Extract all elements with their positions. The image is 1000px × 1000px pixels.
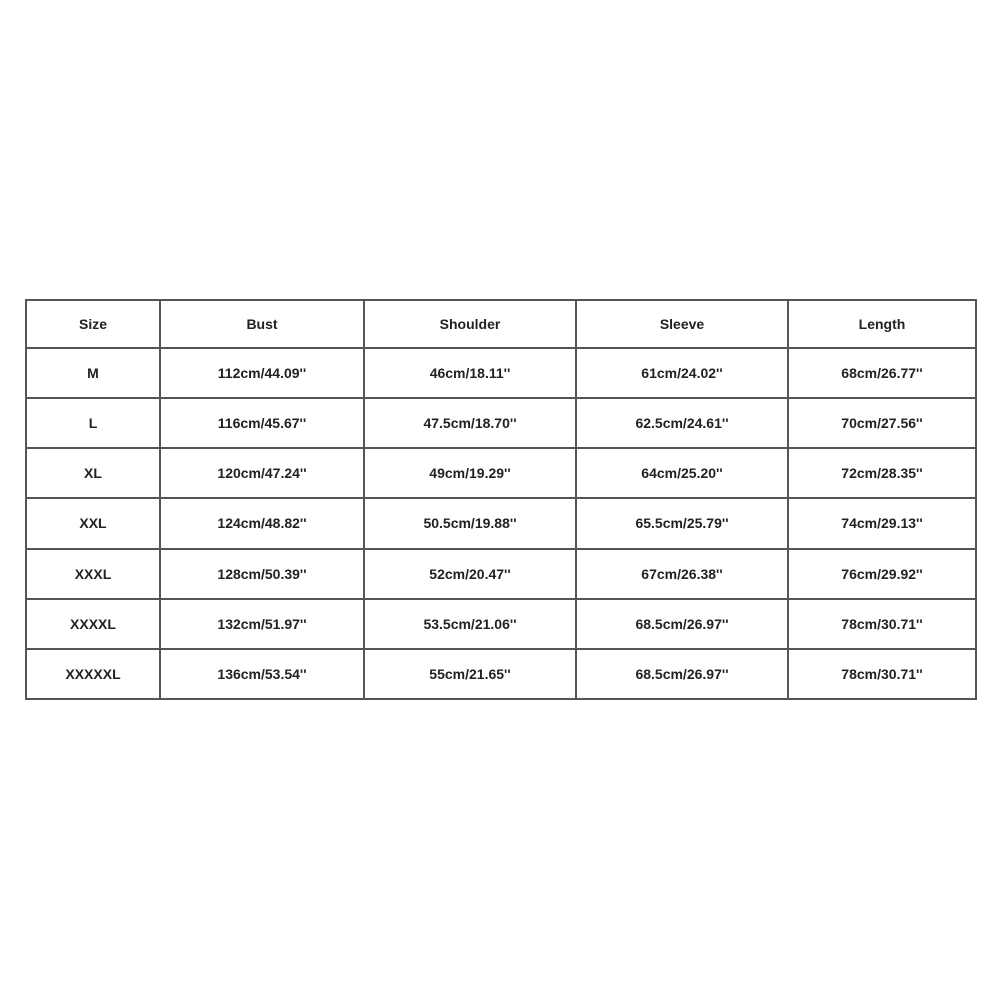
- cell-size: L: [26, 398, 160, 448]
- table-header-row: [26, 300, 976, 348]
- cell-bust: 128cm/50.39'': [160, 549, 364, 599]
- cell-shoulder: 49cm/19.29'': [364, 448, 576, 498]
- cell-shoulder: 47.5cm/18.70'': [364, 398, 576, 448]
- table-row: [26, 398, 976, 448]
- cell-size: XXXL: [26, 549, 160, 599]
- cell-shoulder: 53.5cm/21.06'': [364, 599, 576, 649]
- table-row: [26, 498, 976, 548]
- cell-length: 76cm/29.92'': [788, 549, 976, 599]
- cell-size: XXXXXL: [26, 649, 160, 699]
- cell-sleeve: 64cm/25.20'': [576, 448, 788, 498]
- table-row: [26, 549, 976, 599]
- header-bust: Bust: [160, 300, 364, 348]
- header-length: Length: [788, 300, 976, 348]
- cell-sleeve: 68.5cm/26.97'': [576, 599, 788, 649]
- header-shoulder: Shoulder: [364, 300, 576, 348]
- cell-shoulder: 46cm/18.11'': [364, 348, 576, 398]
- table-row: [26, 599, 976, 649]
- cell-bust: 136cm/53.54'': [160, 649, 364, 699]
- cell-sleeve: 62.5cm/24.61'': [576, 398, 788, 448]
- cell-length: 74cm/29.13'': [788, 498, 976, 548]
- cell-bust: 120cm/47.24'': [160, 448, 364, 498]
- cell-bust: 132cm/51.97'': [160, 599, 364, 649]
- cell-sleeve: 65.5cm/25.79'': [576, 498, 788, 548]
- size-chart-table: [25, 299, 977, 700]
- cell-length: 72cm/28.35'': [788, 448, 976, 498]
- cell-length: 78cm/30.71'': [788, 649, 976, 699]
- cell-bust: 124cm/48.82'': [160, 498, 364, 548]
- table-row: [26, 649, 976, 699]
- cell-size: XXL: [26, 498, 160, 548]
- cell-shoulder: 55cm/21.65'': [364, 649, 576, 699]
- cell-size: XL: [26, 448, 160, 498]
- table-row: [26, 348, 976, 398]
- header-size: Size: [26, 300, 160, 348]
- cell-shoulder: 52cm/20.47'': [364, 549, 576, 599]
- table-row: [26, 448, 976, 498]
- cell-size: M: [26, 348, 160, 398]
- cell-length: 68cm/26.77'': [788, 348, 976, 398]
- cell-sleeve: 68.5cm/26.97'': [576, 649, 788, 699]
- cell-length: 78cm/30.71'': [788, 599, 976, 649]
- cell-shoulder: 50.5cm/19.88'': [364, 498, 576, 548]
- cell-bust: 112cm/44.09'': [160, 348, 364, 398]
- cell-size: XXXXL: [26, 599, 160, 649]
- cell-length: 70cm/27.56'': [788, 398, 976, 448]
- cell-sleeve: 61cm/24.02'': [576, 348, 788, 398]
- cell-bust: 116cm/45.67'': [160, 398, 364, 448]
- cell-sleeve: 67cm/26.38'': [576, 549, 788, 599]
- header-sleeve: Sleeve: [576, 300, 788, 348]
